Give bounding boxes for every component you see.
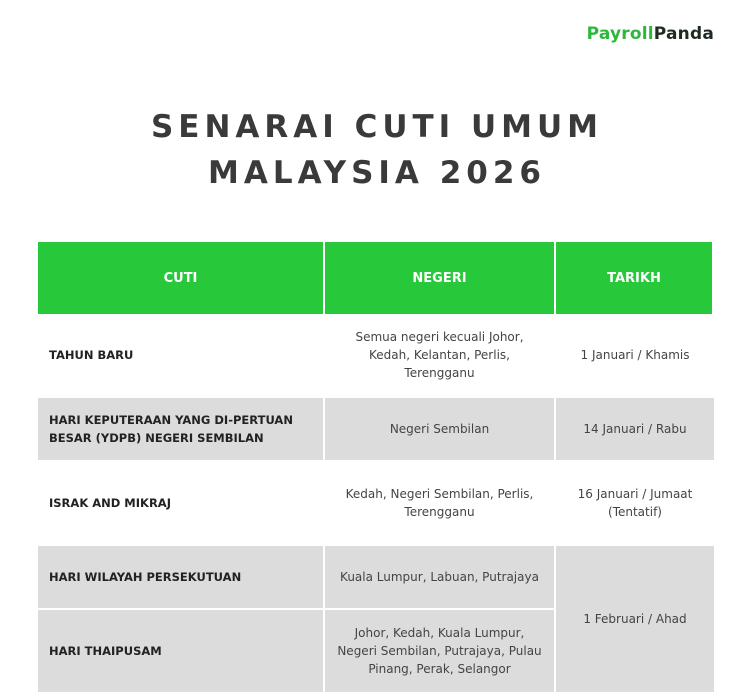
holiday-states-cell: Kedah, Negeri Sembilan, Perlis, Terengganu (325, 462, 556, 546)
holiday-name-cell: HARI THAIPUSAM (38, 610, 325, 694)
page-title-line2: MALAYSIA 2026 (208, 155, 546, 191)
holiday-states-cell: Johor, Kedah, Kuala Lumpur, Negeri Sembilan, Putrajaya, Pulau Pinang, Perak, Selangor (325, 610, 556, 694)
holiday-date-cell: 16 Januari / Jumaat (Tentatif) (556, 462, 714, 546)
brand-logo-part1: Payroll (586, 24, 654, 44)
holiday-name-cell: HARI WILAYAH PERSEKUTUAN (38, 546, 325, 610)
holiday-date-cell: 1 Februari / Ahad (556, 546, 714, 694)
holiday-states-cell: Negeri Sembilan (325, 398, 556, 462)
brand-logo (587, 24, 714, 44)
page-title (0, 104, 748, 196)
holiday-name-cell: ISRAK AND MIKRAJ (38, 462, 325, 546)
holiday-table (38, 242, 714, 694)
holiday-date-cell: 1 Januari / Khamis (556, 314, 714, 398)
holiday-states-cell: Semua negeri kecuali Johor, Kedah, Kelantan, Perlis, Terengganu (325, 314, 556, 398)
holiday-name-cell: TAHUN BARU (38, 314, 325, 398)
holiday-date-cell: 14 Januari / Rabu (556, 398, 714, 462)
holiday-name-cell: HARI KEPUTERAAN YANG DI-PERTUAN BESAR (YDPB) NEGERI SEMBILAN (38, 398, 325, 462)
column-header-negeri: NEGERI (325, 242, 556, 314)
brand-logo-part2: Panda (653, 24, 714, 44)
column-header-tarikh: TARIKH (556, 242, 714, 314)
column-header-cuti: CUTI (38, 242, 325, 314)
page-title-line1: SENARAI CUTI UMUM (150, 109, 604, 145)
holiday-states-cell: Kuala Lumpur, Labuan, Putrajaya (325, 546, 556, 610)
